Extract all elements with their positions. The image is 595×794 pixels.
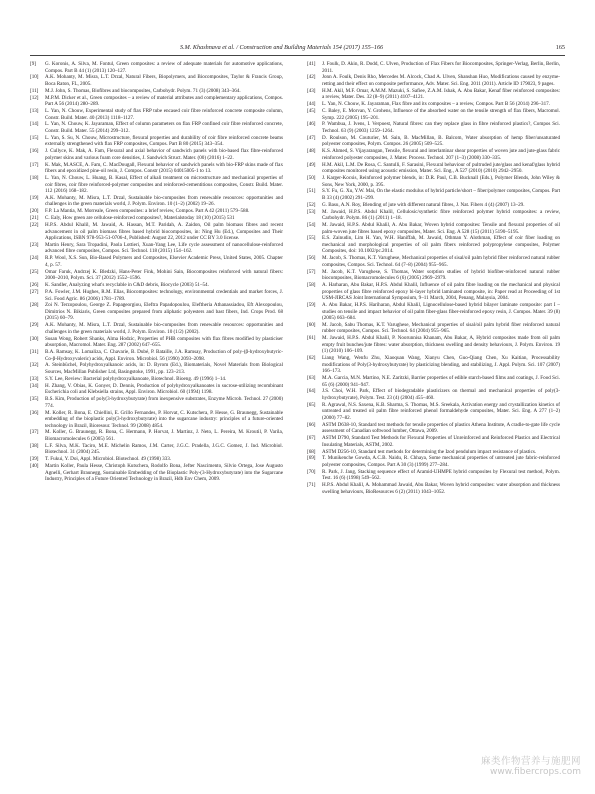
reference-text: M. Jacob, Sabu Thomas, K.T. Varughese, Mechanical properties of sisal/oil palm hybrid fiber reinforced natural rubber composites, Compos. Sci. Technol. 64 (2004) 955–965.	[322, 321, 560, 335]
reference-entry	[30, 148, 283, 161]
reference-entry	[30, 289, 283, 302]
reference-text: L. Yan, N. Chouw, Experimental study of flax FRP tube encased coir fibre reinforced concrete composite column, Constr. Build. Mater. 40 (2013) 1118–1127.	[45, 108, 283, 121]
reference-number: [66]	[307, 421, 316, 428]
running-header	[30, 44, 565, 54]
reference-entry	[30, 195, 283, 208]
reference-text: ASTM D256-10, Standard test methods for determining the Izod pendulum impact resistance of plastics.	[322, 448, 537, 455]
watermark-chinese-text: 麻类作物营养与施肥网	[480, 756, 581, 767]
reference-text: C. Baley, E. Morvan, Y. Grohens, Influence of the absorbed water on the tensile strength of flax fibers, Macromol. Symp. 222 (2005) 195–201.	[322, 108, 560, 121]
reference-entry	[30, 121, 283, 134]
reference-entry	[30, 336, 283, 349]
reference-text: K. Mak, M.ASCE, A. Fam, C. MacDougall, Flexural behavior of sandwich panels with bio-FRP skins made of flax fibers and epoxidized pine-oil resin, J. Compos. Constr (2015) 04015005-1 to 13.	[45, 161, 283, 175]
reference-number: [42]	[307, 74, 316, 81]
reference-entry	[307, 269, 560, 282]
reference-number: [55]	[307, 235, 316, 242]
reference-number: [67]	[307, 435, 316, 442]
reference-number: [23]	[30, 241, 39, 248]
reference-text: L. Yan, N. Chouw, K. Jayaraman, Flax fibre and its composites – a review, Compos. Part B 56 (2014) 296–317.	[322, 101, 550, 108]
reference-entry	[30, 242, 283, 255]
reference-entry	[307, 482, 560, 495]
reference-entry	[30, 255, 283, 268]
reference-text: A. Harharan, Abu Bakar, H.P.S. Abdul Khalil, Influence of oil palm fibre loading on the mechanical and physical properties of glass fibre reinforced epoxy bi-layer hybrid laminated composite, in: Paper read at Proceeding of 1st USM-JIRCAS Joint International Symposium, 9–11 March, 2004, Penang, Malaysia, 2004.	[322, 282, 560, 302]
reference-number: [37]	[30, 429, 39, 436]
reference-number: [59]	[307, 302, 316, 309]
reference-text: A. Steinbüchel, Polyhydroxyalkanoic acids, in: D. Byrom (Ed.), Biomaterials, Novel Materials from Biological Sources, MacMillan Publisher Ltd, Basingstoke, 1991, pp. 123–213.	[45, 362, 283, 375]
reference-entry	[30, 322, 283, 335]
reference-number: [21]	[30, 215, 39, 222]
reference-entry	[307, 255, 560, 268]
reference-number: [52]	[307, 201, 316, 208]
reference-number: [17]	[30, 161, 39, 168]
reference-number: [11]	[30, 87, 39, 94]
reference-text: ASTM D790, Standard Test Methods for Flexural Properties of Unreinforced and Reinforced Plastics and Electrical Insulating Materials, ASTM, 2002.	[322, 435, 560, 448]
reference-number: [70]	[307, 468, 316, 475]
site-watermark	[481, 756, 581, 778]
reference-text: A.K. Mohanty, M. Misra, L.T. Drzal, Sustainable bio-composites from renewable resources: opportunities and challenges in the green materials world, J. Polym. Environ. 10 (1–2) (2002) 19–26.	[45, 194, 283, 208]
reference-entry	[307, 355, 560, 375]
reference-text: E.S. Zainudin, Lim H. Yan, W.H. Haniffah, M. Jawaid, Othman Y. Alothman, Effect of coir fiber loading on mechanical and morphological properties of oil palm fibers reinforced polypropylene composites, Polymer Composites, doi: 10.1002/pc.2014.	[322, 235, 560, 255]
reference-text: M. Jacob, K.T. Varughese, S. Thomas, Water sorption studies of hybrid biofiber-reinforced natural rubber biocomposites, Biomacromolecules 6 (6) (2005) 2969–2979.	[322, 268, 560, 282]
reference-number: [27]	[30, 289, 39, 296]
reference-entry	[30, 396, 283, 409]
reference-entry	[307, 209, 560, 222]
reference-text: H.P.S. Abdul Khalil, M. Jawaid, A. Hassan, M.T. Paridah, A. Zaidon, Oil palm biomass fibres and recent advancement in oil palm biomass fibres based hybrid biocomposites, in: Ning Hu (Ed.), Composites and Their Applications, ISBN 978-953-51-0706-4, Published: August 22, 2012 under CC BY 3.0 license.	[45, 222, 283, 242]
reference-number: [25]	[30, 268, 39, 275]
watermark-url: www.fibercrops.com	[490, 767, 581, 777]
reference-number: [16]	[30, 148, 39, 155]
reference-text: M.A. Garcia, M.N. Martino, N.E. Zaritzki, Barrier properties of edible starch-based films and coatings, J. Food Sci. 65 (6) (2000) 941–947.	[322, 375, 560, 388]
reference-text: A.K. Mohanty, M. Misra, L.T. Drzal, Natural Fibers, Biopolymers, and Biocomposites, Taylor & Francis Group, Boca Raton, FL, 2005.	[45, 74, 283, 87]
reference-entry	[30, 215, 283, 222]
reference-text: M. Koller, R. Bona, E. Chiellini, E. Grillo Fernandes, P. Horvat, C. Kutschera, P. Hesse, G. Braunegg, Sustainable embedding of the bioplastic poly(3-hydroxybutyrate) into the sugarcane industry: principles of a future-oriented technology in Brazil, Bioresour. Technol. 99 (2008) 4854.	[45, 409, 283, 429]
reference-entry	[307, 175, 560, 188]
reference-text: H.P.S. Abdul Khalil, A. Mohammad Jawaid, Abu Bakar, Woven hybrid composites: water absorption and thickness swelling behaviours, BioResources 6 (2) (2011) 1043–1052.	[322, 482, 560, 495]
reference-text: F.P. La Mantia, M. Morreale, Green composites: a brief review, Compos. Part A 42 (2011) 579–588.	[45, 208, 250, 215]
reference-entry	[307, 135, 560, 148]
reference-entry	[30, 135, 283, 148]
reference-entry	[307, 61, 560, 74]
reference-entry	[307, 108, 560, 121]
reference-text: H. Zhang, V. Obias, K. Gonyer, D. Dennis, Production of polyhydroxyalkanoates in sucrose-utilizing recombinant Escherichia coli and Klebsiella strains, Appl. Environ. Microbiol. 60 (1994) 1198.	[45, 382, 283, 396]
reference-entry	[30, 456, 283, 463]
reference-number: [69]	[307, 455, 316, 462]
references-right-column	[307, 61, 560, 496]
reference-number: [61]	[307, 335, 316, 342]
reference-text: M.J. John, S. Thomas, Biofibres and biocomposites, Carbohydr. Polym. 71 (3) (2008) 343–364.	[45, 87, 241, 94]
reference-number: [12]	[30, 94, 39, 101]
reference-text: G. Basu, A.N. Roy, Blending of jute with different natural fibres, J. Nat. Fibers 4 (4) (2007) 13–29.	[322, 201, 525, 208]
reference-text: A. Abu Bakar, H.P.S. Hariharan, Abdul Khalil, Lignocellulose-based hybrid bilayer laminate composite: part I – studies on tensile and impact behavior of oil palm fiber-glass fiber-reinforced epoxy resin, J. Compos. Mater. 39 (8) (2005) 663–684.	[322, 302, 560, 322]
reference-text: M. Koller, G. Braunegg, R. Bona, C. Hermann, P. Horvat, J. Martinz, J. Neto, L. Pereira, M. Kroutil, P. Varila, Biomacromolecules 6 (2005) 561.	[45, 429, 283, 442]
reference-text: L. Yan, N. Chouw, K. Jayaraman, Effect of column parameters on flax FRP confined coir fibre reinforced concrete, Constr. Build. Mater. 55 (2014) 299–312.	[45, 121, 283, 134]
reference-text: Martin Koller, Paula Hesse, Christoph Kutschera, Rodolfo Bona, Jefter Nascimento, Silvio Ortega, Jose Augusto Agnelli, Gerhart Braunegg, Sustainable Embedding of the Bioplastic Poly-(3-Hydroxybutyrate) into the Sugarcane Industry, Principles of a Future Oriented Technology in Brazil, Hdb Env Chem, 2009.	[45, 463, 283, 483]
reference-entry	[307, 375, 560, 388]
reference-entry	[30, 208, 283, 215]
page-number: 165	[555, 44, 565, 51]
reference-entry	[30, 162, 283, 175]
reference-number: [64]	[307, 388, 316, 395]
reference-number: [46]	[307, 121, 316, 128]
reference-number: [26]	[30, 282, 39, 289]
reference-number: [10]	[30, 74, 39, 81]
reference-entry	[307, 162, 560, 175]
reference-entry	[307, 469, 560, 482]
reference-text: P.A. Fowler, J.M. Hughes, R.M. Elias, Biocomposites: technology, environmental credentials and market forces, J. Sci. Food Agric. 86 (2006) 1781–1789.	[45, 289, 283, 302]
reference-text: H.M. Akil, M.F. Omar, A.M.M. Mazuki, S. Safiee, Z.A.M. Ishak, A. Abu Bakar, Kenaf fiber reinforced composites: a review, Mater. Des. 32 (8–9) (2011) 4107–4121.	[322, 87, 560, 101]
reference-number: [65]	[307, 401, 316, 408]
reference-text: Susan Wong, Robert Shanks, Alma Hodzic, Properties of PHB composites with flax fibres modified by plasticiser absorption, Macromol. Mater. Eng. 287 (2002) 647–655.	[45, 335, 283, 349]
reference-number: [43]	[307, 87, 316, 94]
reference-text: A.K. Mohanty, M. Misra, L.T. Drzal, Sustainable bio-composites from renewable resources: opportunities and challenges in the green materials world, J. Polym. Environ. 10 (1/2) (2002).	[45, 322, 283, 335]
reference-text: S.Y. Lee, Review: Bacterial polyhydroxyalkanoate, Biotechnol. Bioeng. 49 (1996) 1–14.	[45, 375, 227, 382]
reference-number: [63]	[307, 375, 316, 382]
reference-entry	[30, 175, 283, 195]
reference-entry	[307, 322, 560, 335]
reference-number: [22]	[30, 222, 39, 229]
reference-text: M. Jawaid, H.P.S. Abdul Khalil, Cellulosic/synthetic fibre reinforced polymer hybrid composites: a review, Carbohydr. Polym. 86 (1) (2011) 1–18.	[322, 208, 560, 222]
reference-number: [54]	[307, 222, 316, 229]
reference-number: [9]	[30, 61, 36, 67]
reference-text: B.A. Ramsay, K. Lomaliza, C. Chavarie, B. Dubé, P. Bataille, J.A. Ramsay, Production of poly-(β-hydroxybutyric-Co-β-Hydroxyvaleric) acids, Appl. Environ. Microbiol. 56 (1990) 2093–2098.	[45, 349, 283, 362]
reference-number: [50]	[307, 175, 316, 182]
reference-number: [36]	[30, 409, 39, 416]
reference-number: [33]	[30, 375, 39, 382]
reference-text: D. Roulson, M. Couturier, M. Sain, B. MacMillan, B. Balcom, Water absorption of hemp fiber/unsaturated polyester composites, Polym. Compos. 26 (2005) 509–525.	[322, 134, 560, 148]
reference-number: [29]	[30, 322, 39, 329]
reference-number: [14]	[30, 121, 39, 128]
reference-text: G. Koronis, A. Silva, M. Fontul, Green composites: a review of adequate materials for automotive applications, Compos. Part B 44 (1) (2013) 120–127.	[45, 61, 283, 74]
header-rule	[30, 55, 565, 56]
reference-text: Jonn A. Foulk, Denis Rho, Mercedes M. Alcock, Chad A. Ulven, Shanshan Huo, Modifications caused by enzyme-retting and their effect on composite performance, Adv. Mater. Sci. Eng. 2011 (2011). Article ID 179023, 9 pages.	[322, 74, 560, 87]
reference-entry	[30, 269, 283, 282]
reference-number: [31]	[30, 349, 39, 356]
reference-number: [15]	[30, 134, 39, 141]
reference-number: [32]	[30, 362, 39, 369]
reference-text: J. Karger-Kocsis, Reinforced polymer blends, in: D.R. Paul, C.B. Bucknall (Eds.), Polymer Blends, John Wiley & Sons, New York, 2000, p. 395.	[322, 175, 560, 188]
reference-text: K.S. Ahmed, S. Vijayarangan, Tensile, flexural and interlaminar shear properties of woven jute and jute-glass fabric reinforced polyester composites, J. Mater. Process. Technol. 207 (1–3) (2008) 330–335.	[322, 148, 560, 161]
reference-text: T. Fukui, Y. Doi, Appl. Microbiol. Biotechnol. 49 (1998) 333.	[45, 456, 172, 463]
reference-text: M. Jawaid, H.P.S. Abdul Khalil, P. Noorunnisa Khanam, Abu Bakar, A, Hybrid composites made from oil palm empty fruit bunches/jute fibres: water absorption, thickness swelling and density behaviours, J. Polym. Environ. 19 (1) (2010) 106–109.	[322, 335, 560, 355]
reference-entry	[307, 222, 560, 235]
reference-text: L. Yan, S. Su, N. Chouw, Microstructure, flexural properties and durability of coir fibre reinforced concrete beams externally strengthened with flax FRP composites, Compos. Part B 80 (2015) 343–354.	[45, 134, 283, 148]
reference-entry	[307, 402, 560, 422]
reference-entry	[307, 202, 560, 209]
reference-number: [40]	[30, 463, 39, 470]
reference-text: J. Foulk, D. Akin, R. Dodd, C. Ulven, Production of Flax Fibers for Biocomposites, Springer-Verlag, Berlin, Berlin, 2011.	[322, 61, 560, 74]
reference-number: [39]	[30, 456, 39, 463]
reference-number: [18]	[30, 175, 39, 182]
reference-number: [51]	[307, 188, 316, 195]
reference-text: M. Jawaid, H.P.S. Abdul Khalil, A. Abu Bakar, Woven hybrid composites: Tensile and flexural properties of oil palm-woven jute fibres based epoxy composites, Mater. Sci. Eng. A 528 (15) (2011) 5190–5195.	[322, 222, 560, 235]
reference-entry	[30, 88, 283, 95]
reference-number: [53]	[307, 208, 316, 215]
reference-entry	[30, 74, 283, 87]
reference-entry	[307, 335, 560, 355]
reference-entry	[307, 388, 560, 401]
reference-text: Martin Henry, Sara Tropadini, Paola Lottieri, Xuan-Yang Lee, Life cycle assessment of nanocellulose-reinforced advanced fibre composites, Compos. Sci. Technol. 118 (2015) 154–162.	[45, 241, 283, 255]
reference-entry	[307, 455, 560, 468]
reference-number: [19]	[30, 194, 39, 201]
reference-number: [68]	[307, 448, 316, 455]
reference-number: [57]	[307, 268, 316, 275]
reference-entry	[30, 429, 283, 442]
reference-number: [71]	[307, 482, 316, 489]
reference-number: [47]	[307, 134, 316, 141]
reference-text: R. Agrawal, N.S. Saxena, K.B. Sharma, S. Thomas, M.S. Sreekala, Activation energy and crystallization kinetics of untreated and treated oil palm fibre reinforced phenol formaldehyde composites, Mater. Sci. Eng. A 277 (1–2) (2000) 77–82.	[322, 401, 560, 421]
reference-number: [58]	[307, 282, 316, 289]
reference-entry	[30, 222, 283, 242]
reference-text: Omar Faruk, Andrzej K. Bledzki, Hans-Peter Fink, Mohini Sain, Biocomposites reinforced with natural fibers: 2000–2010, Polym. Sci. 37 (2012) 1552–1596.	[45, 268, 283, 282]
reference-text: H.M. Akil, L.M. De Rosa, C. Santulli, F. Sarasini, Flexural behaviour of pultruded jute/glass and kenaf/glass hybrid composites monitored using acoustic emission, Mater. Sci. Eng., A 527 (2010) (2010) 2942–2950.	[322, 161, 560, 175]
reference-text: J.S. Choi, W.H. Park, Effect of biodegradable plasticizers on thermal and mechanical properties of poly(3-hydroxybutyrate), Polym. Test. 23 (4) (2004) 455–460.	[322, 388, 560, 401]
reference-entry	[307, 235, 560, 255]
reference-entry	[30, 383, 283, 396]
reference-entry	[307, 282, 560, 302]
reference-number: [56]	[307, 255, 316, 262]
reference-entry	[307, 302, 560, 322]
reference-text: L.F. Silva, M.K. Taciro, M.E. Michelin Ramos, J.M. Carter, J.G.C. Pradella, J.G.C. Gomez, J. Ind. Microbiol. Biotechnol. 31 (2004) 245.	[45, 442, 283, 456]
reference-number: [20]	[30, 208, 39, 215]
reference-entry	[30, 376, 283, 383]
reference-entry	[307, 188, 560, 201]
reference-entry	[307, 121, 560, 134]
reference-text: C. Ealy, How green are cellulose-reinforced composites?, Materialstoday 18 (10) (2015) 531	[45, 215, 235, 222]
reference-number: [24]	[30, 255, 39, 262]
reference-text: K. Sandler, Analyzing what's recyclable in C&D debris, Biocycle (2003) 51–54.	[45, 282, 209, 289]
reference-text: Liang Wang, Wenfu Zhu, Xiaoquan Wang, Xianyu Chen, Guo-Qiang Chen, Xu Kaitian, Processability modifications of Poly(3-hydroxybutyrate) by plasticizing blending, and stabilizing, J. Appl. Polym. Sci. 107 (2007) 166–173.	[322, 355, 560, 375]
reference-text: ASTM D638-10, Standard test methods for tensile properties of plastics Athena Institute, A cradle-to-gate life cycle assessment of Canadian softwood lumber, Ottawa, 2009.	[322, 421, 560, 435]
references-left-column	[30, 61, 283, 483]
reference-text: R. Park, J. Jang, Stacking sequence effect of Aramid-UHMPE hybrid composites by Flexural test method, Polym. Test. 16 (6) (1998) 549–562.	[322, 468, 560, 482]
reference-text: Zoi N. Terzopoulou, George Z. Papageorgiou, Eleftra Papadopoulou, Eleftheria Athanassiadou, Eft Alexopoulou, Dimitrios N. Bikiaris, Green composites prepared from aliphatic polyesters and bast fibers, Ind. Crops Prod. 68 (2015) 60–79.	[45, 302, 283, 322]
reference-number: [45]	[307, 108, 316, 115]
reference-entry	[307, 422, 560, 435]
reference-number: [34]	[30, 382, 39, 389]
reference-number: [44]	[307, 101, 316, 108]
reference-text: M.P.M. Dicker et al., Green composites – a review of material attributes and complementary applications, Compos. Part A 56 (2014) 280–289.	[45, 94, 283, 108]
reference-number: [49]	[307, 161, 316, 168]
reference-entry	[30, 362, 283, 375]
reference-entry	[307, 74, 560, 87]
reference-number: [13]	[30, 108, 39, 115]
reference-entry	[30, 443, 283, 456]
reference-number: [41]	[307, 61, 316, 67]
reference-entry	[307, 148, 560, 161]
reference-entry	[30, 108, 283, 121]
reference-entry	[30, 349, 283, 362]
reference-text: B.S. Kim, Production of poly(3-hydroxybutyrate) from inexpensive substrates, Enzyme Microb. Technol. 27 (2000) 774.	[45, 396, 283, 409]
reference-entry	[30, 95, 283, 108]
reference-entry	[30, 282, 283, 289]
reference-entry	[30, 302, 283, 322]
reference-number: [28]	[30, 302, 39, 309]
reference-number: [48]	[307, 148, 316, 155]
reference-text: R.P. Wool, X.S. Sun, Bio-Based Polymers and Composites, Elsevier Academic Press, United States, 2005. Chapter 4, p. 57.	[45, 255, 283, 268]
reference-text: L. Yan, N. Chouw, L. Huang, B. Kasal, Effect of alkali treatment on microstructure and mechanical properties of coir fibres, coir fibre reinforced-polymer composites and reinforced-cementitious composites, Constr. Build. Mater. 112 (2016) 168–182.	[45, 175, 283, 195]
reference-text: M. Jacob, S. Thomas, K.T. Varughese, Mechanical properties of sisal/oil palm hybrid fiber reinforced natural rubber composites, Compos. Sci. Technol. 64 (7–8) (2004) 955–965.	[322, 255, 560, 268]
journal-citation: S.M. Khashnava et al. / Construction and Building Materials 154 (2017) 155–166	[180, 44, 384, 51]
reference-entry	[30, 410, 283, 430]
reference-number: [35]	[30, 396, 39, 403]
reference-number: [60]	[307, 321, 316, 328]
reference-text: S.Y. Fu, G. Xu, Y.W. Mai, On the elastic modulus of hybrid particle/short – fiber/polymer composites, Compos. Part B 33 (4) (2002) 291–299.	[322, 188, 560, 201]
reference-text: T. Munikenche Gowda, A.C.B. Naidu, R. Chhaya, Some mechanical properties of untreated jute fabric-reinforced polyester composites, Compos. Part A 30 (3) (1999) 277–284.	[322, 455, 560, 468]
reference-text: P. Wambua, J. Ivens, I. Verpoest, Natural fibres: can they replace glass in fibre reinforced plastics?, Compos Sci. Technol. 63 (9) (2003) 1259–1264.	[322, 121, 560, 134]
reference-entry	[30, 61, 283, 74]
reference-number: [62]	[307, 355, 316, 362]
reference-text: J. Cullyce, K. Mak, A. Fam, Flexural and axial behavior of sandwich panels with bio-based flax fibre-reinforced polymer skins and various foam core densities, J. Sandwich Struct. Mater. (00) (2016) 1–22.	[45, 148, 283, 161]
reference-number: [38]	[30, 442, 39, 449]
reference-entry	[307, 101, 560, 108]
reference-entry	[307, 88, 560, 101]
reference-entry	[307, 435, 560, 448]
reference-number: [30]	[30, 335, 39, 342]
reference-entry	[30, 463, 283, 483]
